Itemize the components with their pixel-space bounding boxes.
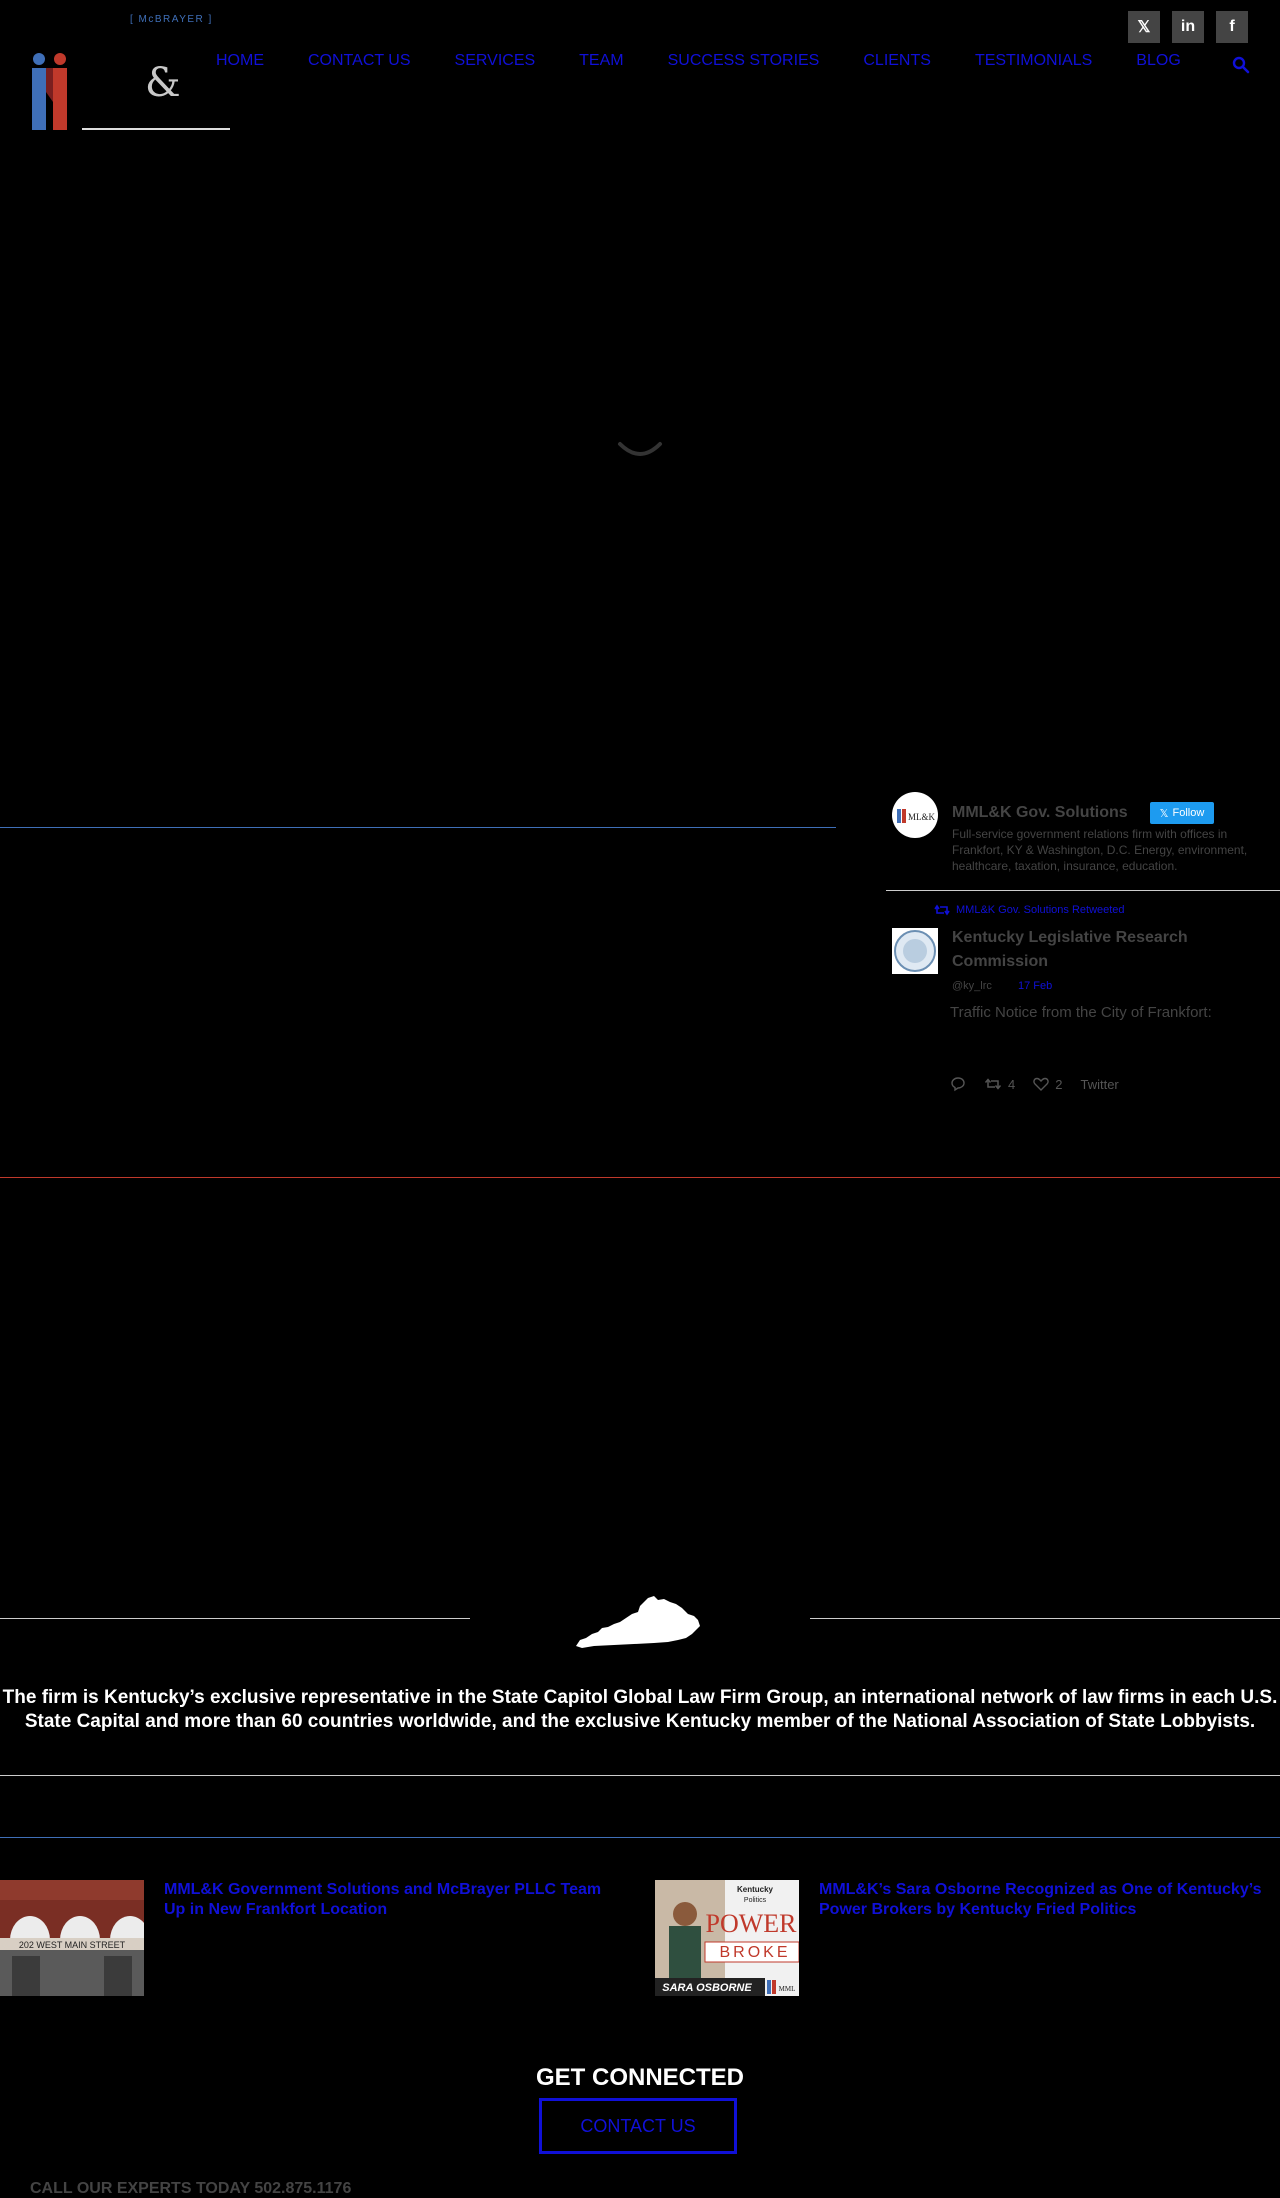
white-divider — [0, 1775, 1280, 1776]
post-author[interactable]: Kentucky Legislative Research Commission — [952, 929, 1188, 970]
news-title[interactable]: MML&K Government Solutions and McBrayer PLLC Team Up in New Frankfort Location — [164, 1881, 602, 1918]
profile-name[interactable]: MML&K Gov. Solutions — [952, 804, 1128, 821]
firm-statement: The firm is Kentucky’s exclusive representative in the State Capitol Global Law Firm Group, an international network of law firms in each U.S. State Capital and more than 60 countries worldwide, and the exclusive Kentucky member of the National Association of State Lobbyists. — [2, 1687, 1278, 1732]
building-photo-icon — [0, 1880, 144, 1996]
search-icon[interactable] — [1232, 56, 1250, 74]
x-icon[interactable]: 𝕏 — [1128, 11, 1160, 43]
social-links — [1128, 11, 1248, 43]
svg-text:BROKE: BROKE — [719, 1944, 791, 1961]
post-handle[interactable]: @ky_lrc — [952, 980, 992, 992]
logo-mark-icon — [30, 52, 72, 132]
follow-label: Follow — [1172, 807, 1205, 819]
news-title[interactable]: MML&K’s Sara Osborne Recognized as One of Kentucky’s Power Brokers by Kentucky Fried Politics — [819, 1881, 1262, 1918]
nav-clients[interactable]: CLIENTS — [863, 52, 931, 69]
nav-blog[interactable]: BLOG — [1136, 52, 1181, 69]
retweet-icon — [984, 1077, 1002, 1091]
profile-avatar[interactable] — [892, 792, 938, 838]
news-item[interactable] — [0, 1880, 620, 2000]
lrc-seal-icon — [893, 929, 937, 973]
follow-button[interactable] — [1150, 802, 1214, 824]
x-icon: 𝕏 — [1159, 807, 1169, 820]
site-logo[interactable] — [30, 52, 200, 132]
twitter-source-link[interactable]: Twitter — [1080, 1076, 1119, 1092]
linkedin-icon[interactable]: in — [1172, 11, 1204, 43]
right-divider — [810, 1618, 1280, 1619]
news-item[interactable] — [655, 1880, 1275, 2000]
site-header — [0, 0, 1280, 150]
nav-contact-us[interactable]: CONTACT US — [308, 52, 411, 69]
post-text: Traffic Notice from the City of Frankfort: — [950, 1004, 1212, 1021]
blue-divider-2 — [0, 1837, 1280, 1838]
red-divider — [0, 1177, 1280, 1178]
main-nav — [216, 52, 1181, 70]
nav-success-stories[interactable]: SUCCESS STORIES — [667, 52, 820, 69]
svg-text:MML: MML — [778, 1985, 796, 1993]
svg-text:SARA OSBORNE: SARA OSBORNE — [662, 1982, 752, 1994]
retweeted-label: MML&K Gov. Solutions Retweeted — [956, 904, 1125, 916]
post-actions — [950, 1076, 1119, 1092]
heart-icon — [1033, 1077, 1049, 1091]
blue-divider — [0, 827, 836, 828]
kentucky-map-icon — [574, 1594, 704, 1650]
svg-text:POWER: POWER — [705, 1909, 797, 1938]
svg-text:202 WEST MAIN STREET: 202 WEST MAIN STREET — [18, 1940, 126, 1950]
nav-services[interactable]: SERVICES — [454, 52, 536, 69]
profile-bio: Full-service government relations firm with offices in Frankfort, KY & Washington, D.C. Energy, environment, healthcare, taxation, insurance, education. — [952, 827, 1248, 873]
loading-spinner-icon — [616, 436, 664, 466]
like-count: 2 — [1055, 1076, 1063, 1092]
nav-testimonials[interactable]: TESTIMONIALS — [974, 52, 1093, 69]
mcbrayer-tag[interactable]: [ McBRAYER ] — [130, 14, 213, 25]
contact-us-button[interactable]: CONTACT US — [539, 2098, 737, 2154]
left-divider — [0, 1618, 470, 1619]
news-thumbnail[interactable] — [0, 1880, 144, 1996]
twitter-timeline[interactable] — [886, 786, 1280, 1116]
get-connected-heading: GET CONNECTED — [535, 2064, 744, 2091]
reply-icon — [950, 1076, 966, 1092]
reply-action[interactable] — [950, 1076, 966, 1092]
post-date[interactable]: 17 Feb — [1018, 980, 1053, 992]
nav-home[interactable]: HOME — [216, 52, 264, 69]
post-author-avatar[interactable] — [892, 928, 938, 974]
like-action[interactable] — [1033, 1077, 1062, 1092]
svg-text:Politics: Politics — [743, 1897, 767, 1904]
logo-rule — [82, 128, 230, 130]
nav-team[interactable]: TEAM — [579, 52, 624, 69]
logo-ampersand: & — [145, 60, 181, 106]
timeline-divider — [886, 890, 1280, 891]
retweet-icon — [934, 904, 950, 916]
call-to-action-text: CALL OUR EXPERTS TODAY 502.875.1176 — [30, 2180, 352, 2197]
retweet-action[interactable] — [984, 1077, 1015, 1092]
svg-text:Kentucky: Kentucky — [736, 1885, 774, 1894]
news-thumbnail[interactable] — [655, 1880, 799, 1996]
svg-text:ML&K: ML&K — [908, 812, 935, 822]
retweeted-indicator[interactable] — [934, 904, 1125, 916]
power-brokers-photo-icon — [655, 1880, 799, 1996]
mmlk-logo-icon — [895, 805, 935, 825]
facebook-icon[interactable]: f — [1216, 11, 1248, 43]
retweet-count: 4 — [1008, 1076, 1016, 1092]
